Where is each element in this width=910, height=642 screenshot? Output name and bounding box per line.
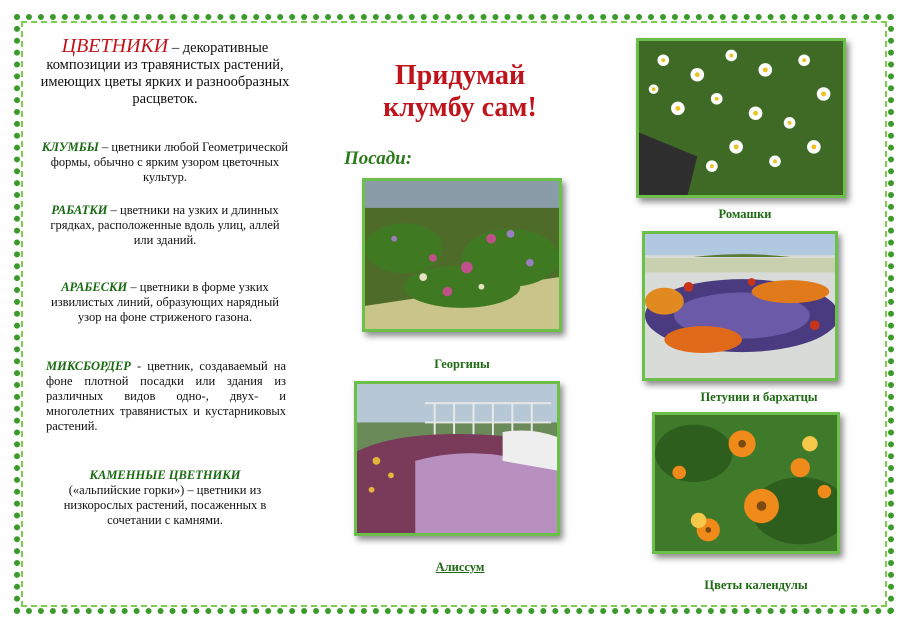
entry-text: - цветник, создаваемый на фоне плотной посадки или здания из различных видов одно-, двух- и многолетних травянистых и кустарниковых растений. [46, 359, 286, 433]
intro-text: – декоративные композиции из травянистых растений, имеющих цветы ярких и разнообразных расцветок. [40, 40, 290, 107]
dahlias-caption: Георгины [434, 357, 490, 371]
definitions-column [40, 35, 290, 548]
chamomile-photo [636, 38, 846, 198]
entry-term: МИКСБОРДЕР [46, 359, 131, 373]
entry-term: РАБАТКИ [51, 203, 108, 217]
entry-text: – цветники на узких и длинных грядках, расположенные вдоль улиц, аллей или зданий. [50, 203, 280, 247]
petunias-photo [642, 231, 838, 381]
intro-term: ЦВЕТНИКИ [61, 35, 169, 57]
entry-term: АРАБЕСКИ [61, 280, 128, 294]
entry-term: КЛУМБЫ [41, 140, 99, 154]
entry-text: – цветники в форме узких извилистых линий, образующих нарядный узор на фоне стриженого газона. [51, 280, 279, 324]
calendula-photo [652, 412, 840, 554]
alyssum-photo [354, 381, 560, 536]
chamomile-caption: Ромашки [718, 207, 772, 221]
entry-text: – цветники любой Геометрической формы, обычно с ярким узором цветочных культур. [50, 140, 289, 184]
intro-paragraph [40, 35, 290, 108]
entry-rabatki [40, 203, 290, 248]
entry-mixborder [46, 359, 286, 434]
entry-text: («альпийские горки») – цветники из низкорослых растений, посаженных в сочетании с камнями. [63, 483, 267, 527]
entry-arabeski [40, 280, 290, 325]
dahlias-photo [362, 178, 562, 332]
entry-klumby [40, 140, 290, 185]
plant-label: Посади: [344, 148, 413, 169]
entry-term: КАМЕННЫЕ ЦВЕТНИКИ [89, 468, 241, 482]
alyssum-caption: Алиссум [435, 560, 485, 574]
calendula-caption: Цветы календулы [704, 578, 808, 592]
entry-kamennye [40, 468, 290, 528]
page-title: Придумай клумбу сам! [383, 60, 537, 123]
petunias-caption: Петунии и бархатцы [700, 390, 818, 404]
